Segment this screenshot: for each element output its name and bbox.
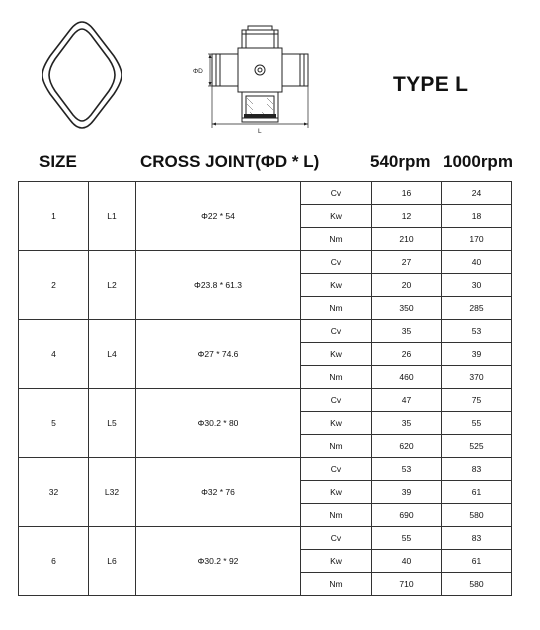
unit-cell: Cv <box>301 458 372 481</box>
value-1000-cell: 53 <box>442 320 512 343</box>
tube-profile-drawing <box>42 20 122 130</box>
dimension-cell: Φ27 * 74.6 <box>136 320 301 389</box>
value-540-cell: 16 <box>372 182 442 205</box>
value-540-cell: 55 <box>372 527 442 550</box>
dimension-cell: Φ22 * 54 <box>136 182 301 251</box>
value-1000-cell: 18 <box>442 205 512 228</box>
table-row <box>19 389 512 412</box>
value-1000-cell: 170 <box>442 228 512 251</box>
unit-cell: Nm <box>301 297 372 320</box>
spec-table-body <box>19 182 512 596</box>
unit-cell: Cv <box>301 320 372 343</box>
table-row <box>19 320 512 343</box>
unit-cell: Nm <box>301 366 372 389</box>
size-cell: 5 <box>19 389 89 458</box>
value-1000-cell: 75 <box>442 389 512 412</box>
unit-cell: Cv <box>301 182 372 205</box>
value-540-cell: 620 <box>372 435 442 458</box>
value-1000-cell: 83 <box>442 458 512 481</box>
type-title: TYPE L <box>393 73 469 96</box>
value-540-cell: 12 <box>372 205 442 228</box>
unit-cell: Kw <box>301 205 372 228</box>
rpm-540-header: 540rpm <box>370 152 431 171</box>
dimension-cell: Φ32 * 76 <box>136 458 301 527</box>
code-cell: L5 <box>89 389 136 458</box>
unit-cell: Kw <box>301 274 372 297</box>
value-540-cell: 20 <box>372 274 442 297</box>
table-row <box>19 458 512 481</box>
value-540-cell: 690 <box>372 504 442 527</box>
value-1000-cell: 83 <box>442 527 512 550</box>
code-cell: L1 <box>89 182 136 251</box>
value-540-cell: 53 <box>372 458 442 481</box>
value-540-cell: 710 <box>372 573 442 596</box>
value-1000-cell: 580 <box>442 504 512 527</box>
cross-joint-drawing <box>190 20 318 138</box>
table-row <box>19 527 512 550</box>
unit-cell: Nm <box>301 504 372 527</box>
value-540-cell: 40 <box>372 550 442 573</box>
length-label: L <box>258 128 262 135</box>
dimension-cell: Φ30.2 * 80 <box>136 389 301 458</box>
value-1000-cell: 370 <box>442 366 512 389</box>
size-cell: 2 <box>19 251 89 320</box>
unit-cell: Nm <box>301 435 372 458</box>
dimension-cell: Φ30.2 * 92 <box>136 527 301 596</box>
code-cell: L6 <box>89 527 136 596</box>
dimension-cell: Φ23.8 * 61.3 <box>136 251 301 320</box>
unit-cell: Cv <box>301 527 372 550</box>
size-cell: 1 <box>19 182 89 251</box>
value-1000-cell: 55 <box>442 412 512 435</box>
unit-cell: Kw <box>301 481 372 504</box>
value-540-cell: 460 <box>372 366 442 389</box>
value-540-cell: 210 <box>372 228 442 251</box>
unit-cell: Nm <box>301 228 372 251</box>
table-row <box>19 251 512 274</box>
diameter-label: ΦD <box>193 68 203 75</box>
value-1000-cell: 30 <box>442 274 512 297</box>
unit-cell: Cv <box>301 389 372 412</box>
rpm-1000-header: 1000rpm <box>443 152 513 171</box>
code-cell: L2 <box>89 251 136 320</box>
code-cell: L4 <box>89 320 136 389</box>
value-540-cell: 39 <box>372 481 442 504</box>
unit-cell: Nm <box>301 573 372 596</box>
value-1000-cell: 39 <box>442 343 512 366</box>
code-cell: L32 <box>89 458 136 527</box>
size-cell: 6 <box>19 527 89 596</box>
value-1000-cell: 24 <box>442 182 512 205</box>
spec-table <box>18 181 512 596</box>
value-1000-cell: 61 <box>442 550 512 573</box>
value-1000-cell: 285 <box>442 297 512 320</box>
unit-cell: Cv <box>301 251 372 274</box>
value-1000-cell: 525 <box>442 435 512 458</box>
size-cell: 4 <box>19 320 89 389</box>
value-540-cell: 35 <box>372 412 442 435</box>
value-540-cell: 350 <box>372 297 442 320</box>
value-1000-cell: 40 <box>442 251 512 274</box>
value-1000-cell: 61 <box>442 481 512 504</box>
value-540-cell: 27 <box>372 251 442 274</box>
table-row <box>19 182 512 205</box>
unit-cell: Kw <box>301 412 372 435</box>
value-1000-cell: 580 <box>442 573 512 596</box>
cross-joint-header: CROSS JOINT(ΦD * L) <box>140 152 320 171</box>
unit-cell: Kw <box>301 343 372 366</box>
value-540-cell: 26 <box>372 343 442 366</box>
size-header: SIZE <box>39 152 77 171</box>
unit-cell: Kw <box>301 550 372 573</box>
size-cell: 32 <box>19 458 89 527</box>
value-540-cell: 35 <box>372 320 442 343</box>
value-540-cell: 47 <box>372 389 442 412</box>
